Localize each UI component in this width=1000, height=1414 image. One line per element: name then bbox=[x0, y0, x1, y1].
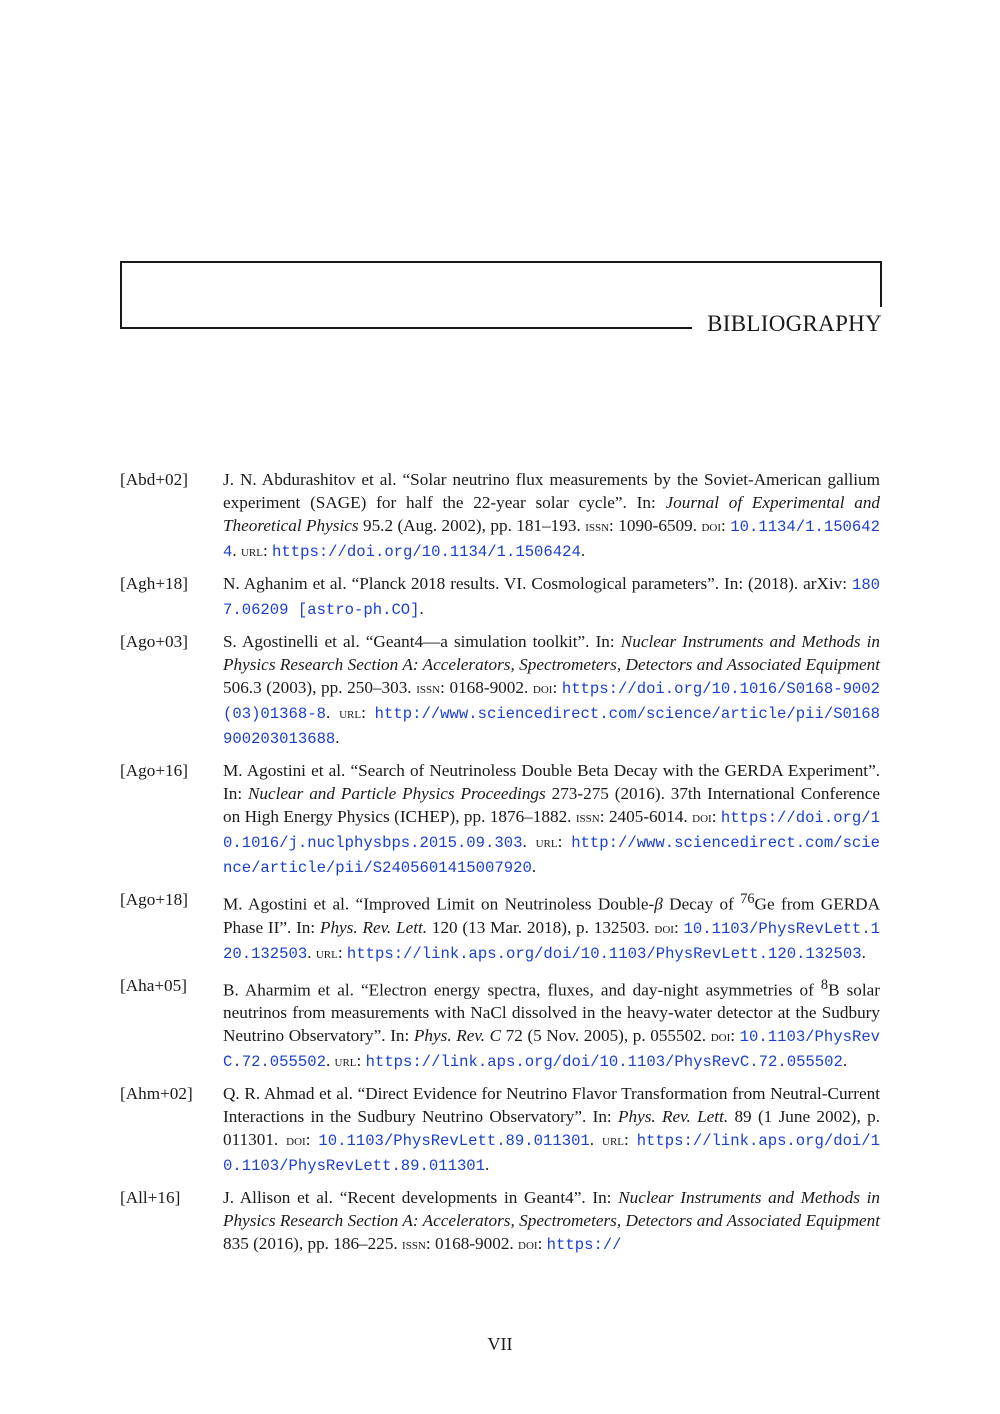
bib-text: M. Agostini et al. “Search of Neutrinoless Double Beta Decay with the GERDA Experiment”. In: Nuclear and Particle Physics Proceedings 273-275 (2016). 37th International Conference on High Energy Physics (ICHEP), pp. 1876–1882. issn: 2405-6014. doi: https://doi.org/10.1016/j.nuclphysbps.2015.09.303. url: http://www.sciencedirect.com/science/article/pii/S2405601415007920. bbox=[223, 761, 881, 877]
bib-key: [Abd+02] bbox=[120, 470, 188, 489]
bib-in-label: In: bbox=[592, 1107, 612, 1127]
bib-text: J. N. Abdurashitov et al. “Solar neutrino flux measurements by the Soviet-American gallium experiment (SAGE) for half the 22-year solar cycle”. In: Journal of Experimental and Theoretical Physics 95.2 (Aug. 2002), pp. 181–193. issn: 1090-6509. doi: 10.1134/1.1506424. url: https://doi.org/10.1134/1.1506424. bbox=[223, 470, 881, 561]
issn-label: issn bbox=[416, 680, 441, 697]
bib-key: [Ahm+02] bbox=[120, 1084, 193, 1104]
doi-label: doi bbox=[692, 809, 712, 826]
bib-in-label: In: bbox=[296, 917, 316, 937]
bib-authors: S. Agostinelli et al. bbox=[223, 632, 360, 651]
bib-details: 835 (2016), pp. 186–225. bbox=[223, 1234, 398, 1254]
url-link[interactable]: https://doi.org/10.1134/1.1506424 bbox=[272, 543, 581, 561]
arxiv-label: arXiv: bbox=[803, 574, 848, 593]
arxiv-link[interactable]: 1807.06209 [astro-ph.CO] bbox=[223, 576, 881, 619]
bib-details: 72 (5 Nov. 2005), p. 055502. bbox=[505, 1026, 707, 1046]
bib-details: 506.3 (2003), pp. 250–303. bbox=[223, 678, 412, 697]
bib-in-label: In: bbox=[724, 574, 744, 593]
bib-title-mid: Decay of bbox=[662, 894, 741, 914]
doi-label: doi bbox=[532, 680, 553, 697]
bib-details: (2018). bbox=[748, 574, 799, 593]
bib-title: “Planck 2018 results. VI. Cosmological parameters”. bbox=[351, 574, 720, 593]
url-link[interactable]: http://www.sciencedirect.com/science/article/pii/S2405601415007920 bbox=[223, 834, 880, 877]
doi-label: doi bbox=[518, 1236, 538, 1254]
isotope-mass-number: 76 bbox=[740, 891, 755, 907]
bib-key: [All+16] bbox=[120, 1188, 181, 1208]
issn-label: issn bbox=[585, 518, 610, 535]
bib-journal: Phys. Rev. Lett. bbox=[319, 917, 428, 937]
beta-symbol: β bbox=[654, 894, 663, 914]
bib-key: [Ago+18] bbox=[120, 890, 188, 909]
doi-link[interactable]: 10.1103/PhysRevLett.120.132503 bbox=[223, 919, 881, 963]
url-label: url bbox=[315, 944, 338, 962]
bib-text: B. Aharmim et al. “Electron energy spectra, fluxes, and day-night asymmetries of $^8$B solar neutrinos from measurements with NaCl dissolved in the heavy-water detector at the Sudbury Neutrino Observatory”. In: Phys. Rev. C 72 (5 Nov. 2005), p. 055502. doi: 10.1103/PhysRevC.72.055502. url: https://link.aps.org/doi/10.1103/PhysRevC.72.055502. bbox=[223, 976, 881, 1072]
bib-details: 120 (13 Mar. 2018), p. 132503. bbox=[431, 917, 650, 937]
url-link[interactable]: https://link.aps.org/doi/10.1103/PhysRevC.72.055502 bbox=[365, 1053, 843, 1072]
doi-label: doi bbox=[701, 518, 722, 535]
bib-entry bbox=[120, 888, 880, 966]
bib-in-label: In: bbox=[595, 632, 615, 651]
doi-label: doi bbox=[710, 1028, 731, 1046]
bib-key: [Aha+05] bbox=[120, 975, 187, 995]
bib-entry bbox=[120, 974, 880, 1075]
bib-title-pre: “Electron energy spectra, fluxes, and day-night asymmetries of bbox=[361, 980, 821, 1000]
url-label: url bbox=[535, 834, 558, 851]
isotope-mass-number: 8 bbox=[820, 976, 829, 993]
bib-entry bbox=[120, 572, 880, 622]
url-label: url bbox=[334, 1053, 357, 1071]
url-link[interactable]: https://link.aps.org/doi/10.1103/PhysRevLett.89.011301 bbox=[223, 1132, 881, 1176]
issn-label: issn bbox=[402, 1236, 426, 1254]
bib-title: “Search of Neutrinoless Double Beta Decay with the GERDA Experiment”. bbox=[350, 761, 881, 780]
bib-issn: 1090-6509. bbox=[618, 516, 698, 535]
bib-authors: J. Allison et al. bbox=[223, 1188, 333, 1208]
bib-text: M. Agostini et al. “Improved Limit on Neutrinoless Double-β Decay of $^{76}$Ge from GERDA Phase II”. In: Phys. Rev. Lett. 120 (13 Mar. 2018), p. 132503. doi: 10.1103/PhysRevLett.120.132503. url: https://link.aps.org/doi/10.1103/PhysRevLett.120.132503. bbox=[223, 891, 881, 963]
doi-link[interactable]: 10.1134/1.1506424 bbox=[223, 518, 880, 561]
doi-link[interactable]: https://doi.org/10.1016/S0168-9002(03)01368-8 bbox=[223, 680, 881, 723]
bib-entry bbox=[120, 1186, 880, 1257]
bib-title: “Recent developments in Geant4”. bbox=[339, 1188, 586, 1208]
bib-in-label: In: bbox=[592, 1188, 612, 1208]
doi-label: doi bbox=[654, 919, 674, 937]
doi-link[interactable]: 10.1103/PhysRevLett.89.011301 bbox=[318, 1132, 590, 1151]
bib-title-post: Ge from GERDA Phase II”. bbox=[223, 894, 880, 937]
bib-in-label: In: bbox=[636, 493, 656, 512]
bib-details: 89 (1 June 2002), p. 011301. bbox=[223, 1107, 880, 1150]
bib-journal: Phys. Rev. Lett. bbox=[618, 1107, 729, 1127]
bib-key: [Agh+18] bbox=[120, 574, 188, 593]
url-label: url bbox=[602, 1132, 625, 1150]
doi-label: doi bbox=[286, 1132, 306, 1150]
bib-in-label: In: bbox=[390, 1026, 410, 1046]
bib-details: 95.2 (Aug. 2002), pp. 181–193. bbox=[362, 516, 581, 535]
bibliography-list bbox=[120, 468, 880, 1265]
url-link[interactable]: https://link.aps.org/doi/10.1103/PhysRevLett.120.132503 bbox=[346, 944, 862, 963]
bib-text: S. Agostinelli et al. “Geant4—a simulation toolkit”. In: Nuclear Instruments and Methods in Physics Research Section A: Accelerators, Spectrometers, Detectors and Associated Equipment 506.3 (2003), pp. 250–303. issn: 0168-9002. doi: https://doi.org/10.1016/S0168-9002(03)01368-8. url: http://www.sciencedirect.com/science/article/pii/S0168900203013688. bbox=[223, 632, 881, 748]
doi-link[interactable]: https:// bbox=[546, 1236, 622, 1255]
bib-journal: Journal of Experimental and Theoretical Physics bbox=[223, 493, 881, 535]
doi-link[interactable]: https://doi.org/10.1016/j.nuclphysbps.2015.09.303 bbox=[223, 809, 880, 852]
bib-issn: 2405-6014. bbox=[608, 807, 688, 826]
bib-title: “Solar neutrino flux measurements by the Soviet-American gallium experiment (SAGE) for half the 22-year solar cycle”. bbox=[223, 470, 881, 512]
bib-text: N. Aghanim et al. “Planck 2018 results. VI. Cosmological parameters”. In: (2018). arXiv: 1807.06209 [astro-ph.CO]. bbox=[223, 574, 881, 619]
url-link[interactable]: http://www.sciencedirect.com/science/article/pii/S0168900203013688 bbox=[223, 705, 880, 748]
bib-authors: B. Aharmim et al. bbox=[223, 980, 354, 1000]
chapter-title: BIBLIOGRAPHY bbox=[707, 311, 882, 336]
bib-in-label: In: bbox=[223, 784, 243, 803]
bib-entry bbox=[120, 468, 880, 564]
bib-authors: M. Agostini et al. bbox=[223, 894, 350, 914]
bib-title-post: B solar neutrinos from measurements with NaCl dissolved in the heavy-water detector at the Sudbury Neutrino Observatory”. bbox=[223, 980, 881, 1046]
bib-text: J. Allison et al. “Recent developments in Geant4”. In: Nuclear Instruments and Methods in Physics Research Section A: Accelerators, Spectrometers, Detectors and Associated Equipment 835 (2016), pp. 186–225. issn: 0168-9002. doi: https:// bbox=[223, 1188, 880, 1255]
bib-authors: M. Agostini et al. bbox=[223, 761, 346, 780]
bib-journal: Nuclear and Particle Physics Proceedings bbox=[247, 784, 546, 803]
url-label: url bbox=[240, 543, 263, 560]
bib-text: Q. R. Ahmad et al. “Direct Evidence for Neutrino Flavor Transformation from Neutral-Current Interactions in the Sudbury Neutrino Observatory”. In: Phys. Rev. Lett. 89 (1 June 2002), p. 011301. doi: 10.1103/PhysRevLett.89.011301. url: https://link.aps.org/doi/10.1103/PhysRevLett.89.011301. bbox=[223, 1084, 881, 1176]
bib-journal: Nuclear Instruments and Methods in Physics Research Section A: Accelerators, Spectrometers, Detectors and Associated Equipment bbox=[223, 1188, 880, 1231]
chapter-header-box bbox=[120, 261, 882, 336]
bib-authors: N. Aghanim et al. bbox=[223, 574, 347, 593]
bib-title-pre: “Improved Limit on Neutrinoless Double- bbox=[355, 894, 655, 914]
bib-issn: 0168-9002. bbox=[434, 1234, 514, 1254]
doi-link[interactable]: 10.1103/PhysRevC.72.055502 bbox=[223, 1028, 881, 1072]
bib-title: “Direct Evidence for Neutrino Flavor Transformation from Neutral-Current Interactions in the Sudbury Neutrino Observatory”. bbox=[223, 1084, 880, 1127]
bib-entry bbox=[120, 1082, 880, 1178]
bib-entry bbox=[120, 630, 880, 751]
bib-key: [Ago+16] bbox=[120, 761, 188, 780]
bib-entry bbox=[120, 759, 880, 880]
bib-authors: J. N. Abdurashitov et al. bbox=[223, 470, 397, 489]
bib-title: “Geant4—a simulation toolkit”. bbox=[365, 632, 590, 651]
page-number: VII bbox=[487, 1334, 513, 1354]
bib-journal: Nuclear Instruments and Methods in Physics Research Section A: Accelerators, Spectrometers, Detectors and Associated Equipment bbox=[223, 632, 881, 674]
header-rule-bottom bbox=[120, 327, 692, 329]
url-label: url bbox=[339, 705, 362, 722]
bib-key: [Ago+03] bbox=[120, 632, 188, 651]
bib-journal: Phys. Rev. C bbox=[413, 1026, 502, 1046]
bib-details: 273-275 (2016). 37th International Conference on High Energy Physics (ICHEP), pp. 1876–1882. bbox=[223, 784, 881, 826]
issn-label: issn bbox=[575, 809, 600, 826]
bib-authors: Q. R. Ahmad et al. bbox=[223, 1084, 353, 1104]
header-rule-right bbox=[880, 261, 882, 307]
bib-issn: 0168-9002. bbox=[449, 678, 529, 697]
